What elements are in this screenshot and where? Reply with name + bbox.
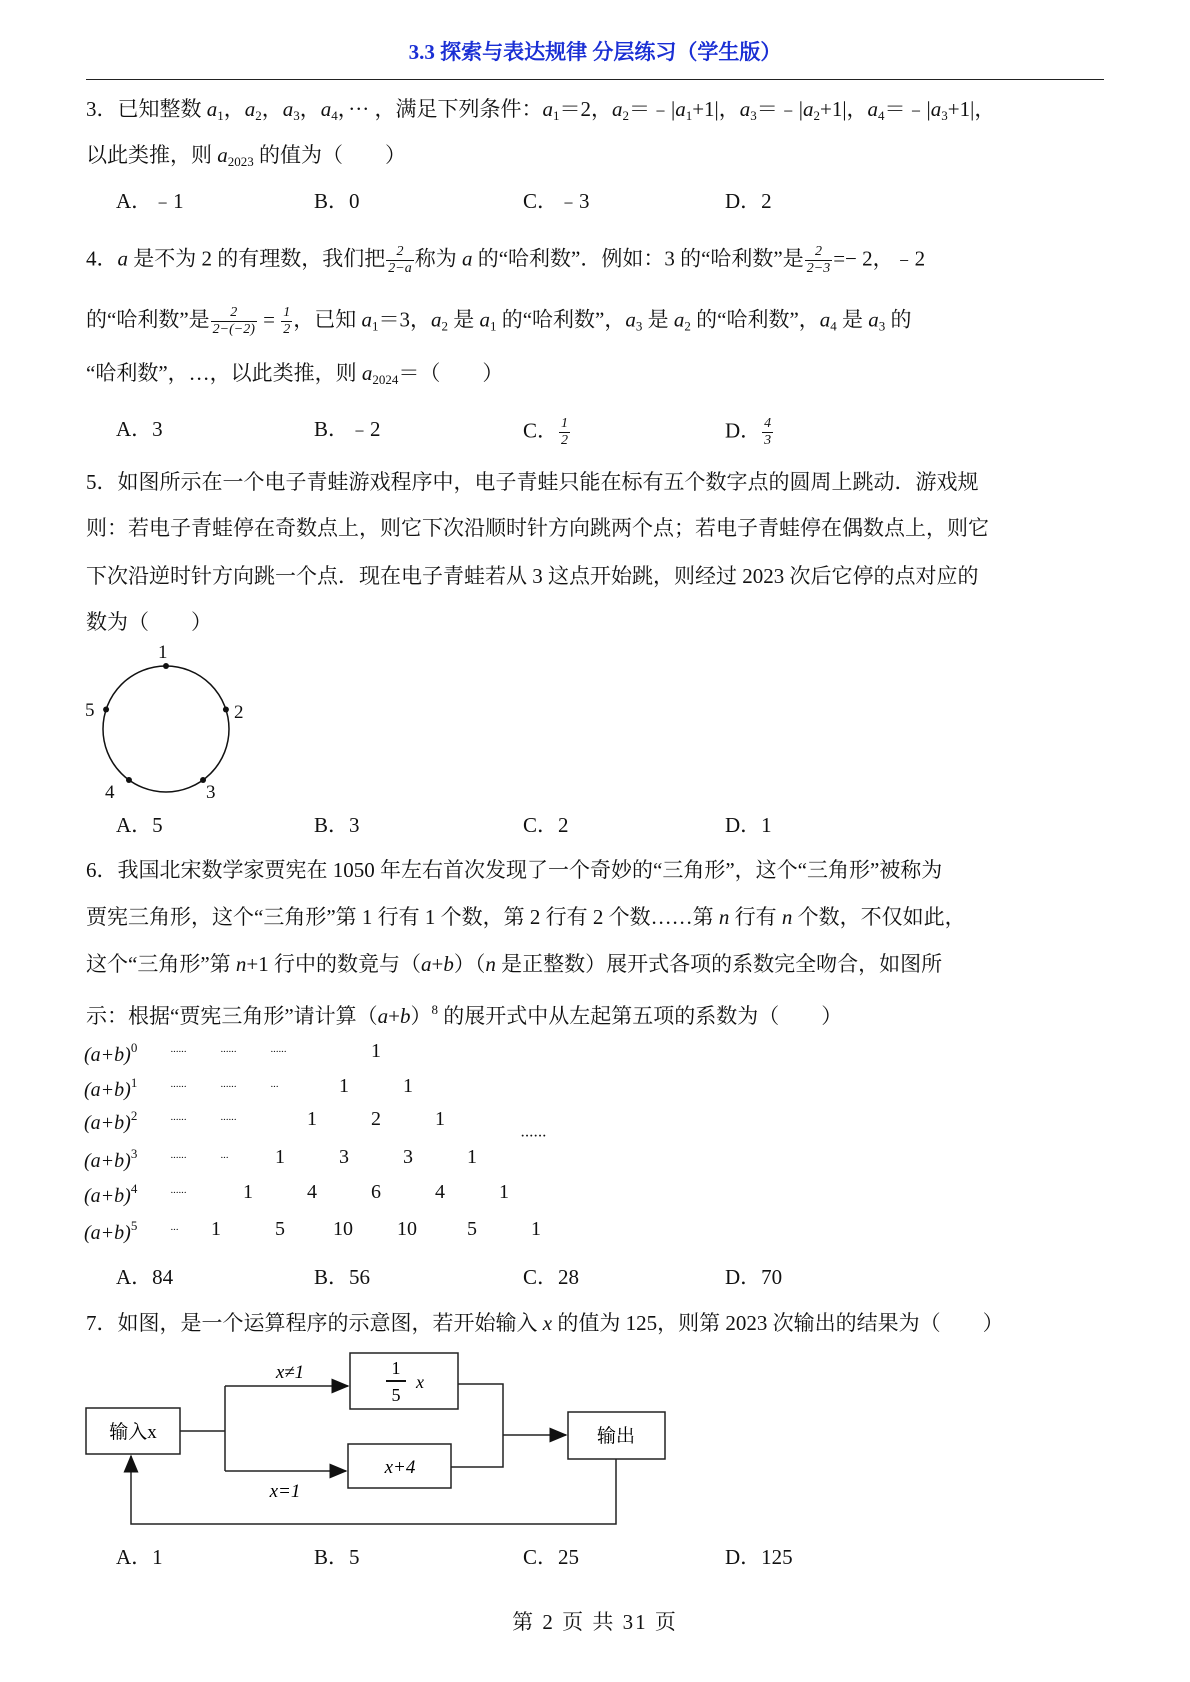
question-text-line [86,563,979,589]
math-variable: a [361,361,373,385]
text: D．1 [725,813,772,837]
text: 则：若电子青蛙停在奇数点上，则它下次沿顺时针方向跳两个点；若电子青蛙停在偶数点上，则它 [86,516,989,540]
math-variable: a [930,97,942,121]
text: C．25 [523,1545,580,1569]
math-variable: a [430,307,442,332]
leader-dots: ··· [170,1224,178,1236]
binomial-exponent: 4 [130,1181,138,1196]
question-text-line [86,142,406,168]
text: + [431,952,444,976]
text: ＝（ ） [398,361,504,385]
answer-option-A[interactable] [116,1544,163,1570]
circle-point [126,777,132,783]
numerator: 1 [561,416,569,431]
denominator: 2 [561,433,569,448]
text: 是不为 2 的有理数，我们把 [128,246,386,271]
binomial-exponent: 1 [130,1075,138,1090]
leader-dots: ······ [220,1081,236,1093]
text: + [388,1004,400,1028]
condition-not-one: x≠1 [275,1362,305,1383]
question-text-line [86,857,942,883]
answer-option-B[interactable] [314,416,381,442]
text: 3．已知整数 [86,97,207,121]
answer-option-D[interactable] [725,812,772,838]
coefficient: 3 [403,1146,413,1168]
subscript: 4 [331,108,338,123]
binomial-exponent: 5 [130,1218,138,1233]
leader-dots: ······ [170,1081,186,1093]
leader-dots: ······ [220,1046,236,1058]
text: +1 行中的数竟与（ [246,952,421,976]
output-label: 输出 [596,1426,636,1447]
numerator: 1 [283,305,291,320]
triangle-ellipsis: ······ [520,1128,546,1145]
coefficient: 3 [339,1146,349,1168]
text: 是正整数）展开式各项的系数完全吻合，如图所 [495,952,943,976]
jump-circle [103,666,229,792]
binomial-label [84,1218,137,1245]
text: 贾宪三角形，这个“三角形”第 1 行有 1 个数，第 2 行有 2 个数……第 [86,905,719,929]
text: 这个“三角形”第 [86,952,236,976]
coefficient: 1 [531,1218,541,1240]
answer-option-D[interactable] [725,188,772,214]
denominator: 3 [764,433,772,448]
loop-back-arrow [131,1456,616,1524]
text: D． [725,418,762,443]
coefficient: 4 [307,1181,317,1203]
binomial-base: (a+b) [84,1044,131,1066]
coefficient: 4 [435,1181,445,1203]
text: 数为（ ） [86,610,212,634]
text: 的“哈利数”， [496,307,626,332]
text: A．3 [116,417,163,441]
fraction-numerator: 1 [391,1358,401,1378]
subscript: 2 [441,318,448,334]
answer-option-A[interactable] [116,416,163,442]
answer-option-B[interactable] [314,188,360,214]
question-text-line [86,951,942,977]
input-label: 输入x [109,1422,157,1443]
numerator: 2 [805,244,832,261]
question-text-line [86,244,926,276]
answer-option-D[interactable] [725,416,774,449]
math-variable: b [399,1004,411,1028]
denominator: 2−3 [806,261,831,276]
subscript: 1 [685,108,693,123]
text: 4． [86,246,118,271]
text: +1|， [692,97,740,121]
text: 是 [642,307,674,332]
text: A．1 [116,1545,163,1569]
coefficient: 2 [371,1108,381,1130]
fraction [211,305,257,338]
text: ， [299,97,321,121]
text: D．2 [725,189,772,213]
leader-dots: ······ [170,1114,186,1126]
math-variable: a [867,97,879,121]
leader-dots: ······ [170,1152,186,1164]
math-variable: a [819,307,831,332]
binomial-label [84,1146,137,1173]
fraction [386,244,413,277]
binomial-base: (a+b) [84,1185,131,1207]
text: B．3 [314,813,360,837]
answer-option-A[interactable] [116,188,184,214]
math-variable: a [802,97,814,121]
question-text-line [86,904,966,930]
text: ， [261,97,283,121]
answer-option-D[interactable] [725,1544,793,1570]
coefficient: 1 [371,1040,381,1062]
fraction [805,244,832,277]
coefficient: 1 [403,1075,413,1097]
text: 行有 [729,905,782,929]
text: B．﹣2 [314,417,381,441]
numerator: 2 [386,244,413,261]
leader-dots: ······ [220,1114,236,1126]
text: 的 [885,307,912,332]
answer-option-C[interactable] [523,1544,579,1570]
coefficient: 10 [333,1218,353,1240]
circle-point-label: 1 [158,642,168,663]
text: C． [523,418,559,443]
math-variable: a [542,97,553,121]
join-line [451,1384,503,1467]
text: 6．我国北宋数学家贾宪在 1050 年左右首次发现了一个奇妙的“三角形”，这个“三角形”被称为 [86,858,943,882]
binomial-base: (a+b) [84,1222,131,1244]
subscript: 1 [217,108,224,123]
binomial-label [84,1075,137,1102]
add-label: x+4 [384,1457,416,1478]
math-variable: a [244,97,256,121]
math-variable: a [479,307,490,332]
leader-dots: ······ [170,1187,186,1199]
fraction [762,416,773,449]
coefficient: 1 [339,1075,349,1097]
binomial-label [84,1108,137,1135]
text: B．56 [314,1265,371,1289]
answer-option-B[interactable] [314,1544,360,1570]
binomial-exponent: 3 [130,1146,138,1161]
math-variable: a [675,97,686,121]
header-divider [86,79,1104,80]
question-text-line [86,360,503,386]
coefficient: 5 [467,1218,477,1240]
math-variable: a [320,97,332,121]
answer-option-D[interactable] [725,1264,782,1290]
answer-option-C[interactable] [523,1264,579,1290]
text: C．﹣3 [523,189,590,213]
fraction-denominator: 5 [391,1385,401,1405]
coefficient: 1 [307,1108,317,1130]
text: 是 [447,307,480,332]
subscript: 3 [941,108,948,123]
subscript: 2 [622,108,629,123]
binomial-base: (a+b) [84,1112,131,1134]
math-variable: b [443,952,454,976]
text: 的值为（ ） [253,143,406,167]
text: ）（ [453,952,486,976]
circle-point [103,707,109,713]
leader-dots: ······ [270,1046,286,1058]
question-text-line [86,96,995,122]
fraction-variable: x [416,1372,424,1392]
subscript: 1 [552,108,560,123]
fork-line [180,1386,225,1471]
coefficient: 1 [243,1181,253,1203]
math-variable: a [461,246,473,271]
text: +1|， [947,97,996,121]
text: ， [223,97,245,121]
text: ＝3， [378,307,431,332]
subscript: 3 [293,108,300,123]
text: 的“哈利数”是 [86,307,210,332]
subscript: 3 [878,318,886,334]
page-footer: 第 2 页 共 31 页 [512,1610,678,1634]
text: 的展开式中从左起第五项的系数为（ ） [437,1004,843,1028]
coefficient: 1 [275,1146,285,1168]
subscript: 2023 [227,154,254,169]
math-variable: a [739,97,751,121]
math-variable: n [781,905,793,929]
circle-point-label: 2 [234,702,244,723]
text: 7．如图，是一个运算程序的示意图，若开始输入 [86,1311,543,1335]
text: =− 2，﹣2 [833,246,926,271]
coefficient: 1 [499,1181,509,1203]
math-variable: a [217,143,228,167]
circle-point-label: 4 [105,782,115,803]
text: +1|， [819,97,868,121]
fraction [281,305,292,338]
binomial-base: (a+b) [84,1150,131,1172]
answer-option-C[interactable] [523,812,569,838]
question-text-line [86,609,212,635]
text: B．0 [314,189,360,213]
text: ＝﹣| [884,97,931,121]
text: ） [410,1004,432,1028]
question-text-line [86,515,989,541]
circle-point-label: 5 [85,700,95,721]
math-variable: a [611,97,623,121]
math-variable: a [868,307,879,332]
circle-point [223,707,229,713]
text: 5．如图所示在一个电子青蛙游戏程序中，电子青蛙只能在标有五个数字点的圆周上跳动．游戏规 [86,470,979,494]
coefficient: 1 [435,1108,445,1130]
math-variable: a [625,307,636,332]
subscript: 4 [878,108,885,123]
numerator: 4 [764,416,772,431]
leader-dots: ··· [220,1152,228,1164]
math-variable: n [718,905,730,929]
coefficient: 1 [467,1146,477,1168]
text: ＝﹣| [756,97,803,121]
text: D．70 [725,1265,783,1289]
binomial-base: (a+b) [84,1079,131,1101]
math-variable: n [485,952,496,976]
text: ，··· ，满足下列条件： [337,97,543,121]
coefficient: 10 [397,1218,417,1240]
leader-dots: ··· [270,1081,278,1093]
text: 以此类推，则 [86,143,218,167]
text: 示：根据“贾宪三角形”请计算（ [86,1004,378,1028]
question-text-line [86,1310,1004,1336]
text: 个数，不仅如此， [792,905,966,929]
question-text-line [86,997,843,1028]
text: B．5 [314,1545,360,1569]
text: “哈利数”，…，以此类推，则 [86,361,362,385]
text: 是 [836,307,869,332]
math-variable: a [206,97,218,121]
subscript: 2024 [372,372,399,387]
subscript: 1 [489,318,497,334]
denominator: 2−a [388,261,412,276]
page-title: 3.3 探索与表达规律 分层练习（学生版） [408,40,782,64]
math-variable: a [361,307,372,332]
condition-equals-one: x=1 [269,1481,301,1502]
text: A．﹣1 [116,189,184,213]
leader-dots: ······ [170,1046,186,1058]
superscript: 8 [431,1002,438,1017]
binomial-exponent: 2 [130,1108,138,1123]
answer-option-C[interactable] [523,188,590,214]
coefficient: 5 [275,1218,285,1240]
denominator: 2 [283,322,291,337]
text: ＝2， [559,97,612,121]
binomial-label [84,1181,137,1208]
math-variable: a [117,246,128,271]
math-variable: a [673,307,685,332]
answer-option-A[interactable] [116,1264,173,1290]
answer-option-C[interactable] [523,416,571,449]
text: C．2 [523,813,569,837]
coefficient: 6 [371,1181,381,1203]
coefficient: 1 [211,1218,221,1240]
math-variable: a [421,952,432,976]
subscript: 1 [371,318,379,334]
text: 的“哈利数”， [690,307,820,332]
text: A．5 [116,813,163,837]
text: 的“哈利数”．例如：3 的“哈利数”是 [472,246,804,271]
question-text-line [86,469,979,495]
math-variable: n [235,952,247,976]
text: = [257,307,281,332]
subscript: 2 [255,108,262,123]
subscript: 2 [684,318,691,334]
numerator: 2 [211,305,257,322]
subscript: 3 [750,108,757,123]
text: A．84 [116,1265,174,1289]
answer-option-A[interactable] [116,812,163,838]
subscript: 3 [635,318,643,334]
binomial-label [84,1040,137,1067]
answer-option-B[interactable] [314,812,360,838]
flowchart [0,1340,700,1540]
denominator: 2−(−2) [212,322,255,337]
math-variable: a [377,1004,389,1028]
text: D．125 [725,1545,793,1569]
answer-option-B[interactable] [314,1264,370,1290]
subscript: 4 [830,318,837,334]
question-text-line [86,305,912,337]
subscript: 2 [813,108,820,123]
circle-point-label: 3 [206,782,216,803]
math-variable: a [282,97,294,121]
fraction [559,416,570,449]
text: C．28 [523,1265,580,1289]
text: ，已知 [293,307,362,332]
text: 称为 [414,246,462,271]
text: 的值为 125，则第 2023 次输出的结果为（ ） [552,1311,1004,1335]
binomial-exponent: 0 [130,1040,138,1055]
text: ＝﹣| [628,97,676,121]
text: 下次沿逆时针方向跳一个点．现在电子青蛙若从 3 这点开始跳，则经过 2023 次后它停的点对应的 [86,564,979,588]
math-variable: x [542,1311,553,1335]
